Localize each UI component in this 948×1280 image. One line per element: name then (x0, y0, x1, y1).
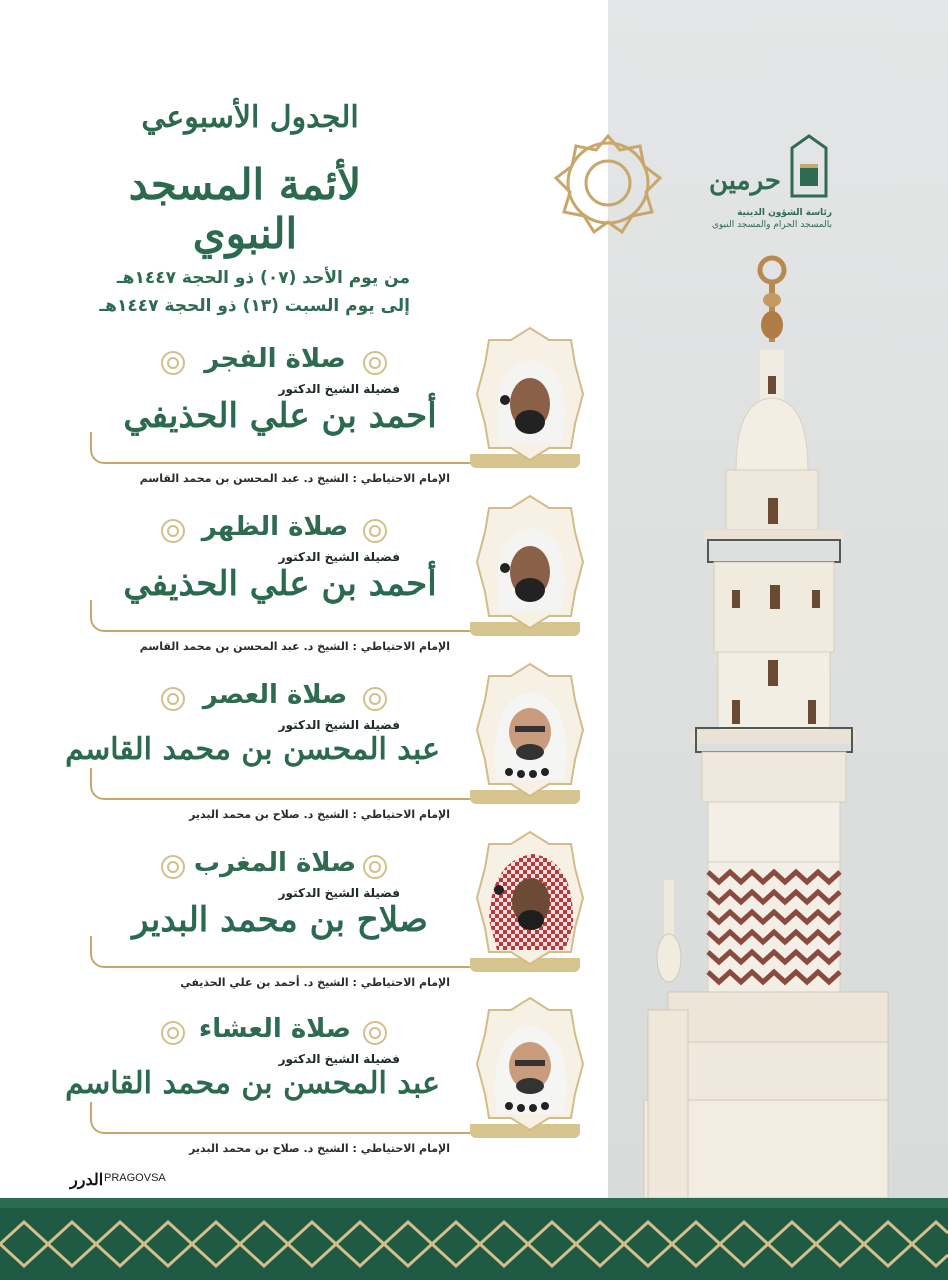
imam-honorific: فضيلة الشيخ الدكتور (278, 550, 400, 564)
row-frame (90, 432, 472, 464)
logo-name: حرمين (709, 166, 781, 196)
ornament-icon (362, 1020, 388, 1046)
backup-imam: الإمام الاحتياطي : الشيخ د. عبد المحسن بن محمد القاسم (139, 640, 450, 653)
imam-honorific: فضيلة الشيخ الدكتور (278, 1052, 400, 1066)
prayer-row-dhuhr (80, 512, 600, 672)
page-title-line2: لأئمة المسجد النبوي (128, 160, 362, 258)
prayer-row-fajr (80, 344, 600, 504)
imam-name: صلاح بن محمد البدير (132, 900, 428, 940)
imam-name: عبد المحسن بن محمد القاسم (65, 1066, 440, 1101)
imam-honorific: فضيلة الشيخ الدكتور (278, 718, 400, 732)
logo-emblem-icon (786, 134, 832, 204)
imam-honorific: فضيلة الشيخ الدكتور (278, 886, 400, 900)
imam-name: عبد المحسن بن محمد القاسم (65, 732, 440, 767)
row-frame (90, 768, 472, 800)
imam-portrait (475, 996, 585, 1132)
prayer-name: صلاة المغرب (193, 848, 357, 878)
logo-subtitle-primary: رئاسة الشؤون الدينية (737, 208, 832, 218)
imam-portrait (475, 662, 585, 798)
watermark-logo: الدرر (70, 1170, 104, 1189)
row-frame (90, 936, 472, 968)
row-frame (90, 1102, 472, 1134)
imam-portrait (475, 494, 585, 630)
prayer-name: صلاة العشاء (198, 1014, 352, 1044)
prayer-row-isha (65, 1014, 600, 1174)
date-range-from: من يوم الأحد (٠٧) ذو الحجة ١٤٤٧هـ (116, 268, 410, 288)
footer-ornament-band (0, 1198, 948, 1280)
prayer-row-asr (65, 680, 600, 840)
backup-imam: الإمام الاحتياطي : الشيخ د. صلاح بن محمد البدير (189, 1142, 450, 1155)
islamic-star-rosette-icon (548, 128, 668, 238)
row-frame (90, 600, 472, 632)
imam-honorific: فضيلة الشيخ الدكتور (278, 382, 400, 396)
page-title-line1: الجدول الأسبوعي (141, 100, 359, 135)
backup-imam: الإمام الاحتياطي : الشيخ د. صلاح بن محمد البدير (189, 808, 450, 821)
imam-name: أحمد بن علي الحذيفي (123, 564, 437, 604)
imam-name: أحمد بن علي الحذيفي (123, 396, 437, 436)
prayer-row-maghrib (80, 848, 600, 1008)
imam-portrait (475, 326, 585, 462)
ornament-icon (362, 518, 388, 544)
imam-portrait (475, 830, 585, 966)
watermark-handle: PRAGOVSA (104, 1172, 166, 1184)
prayer-name: صلاة العصر (202, 680, 348, 710)
ornament-icon (362, 686, 388, 712)
ornament-icon (362, 854, 388, 880)
haramain-logo (700, 130, 840, 230)
backup-imam: الإمام الاحتياطي : الشيخ د. عبد المحسن بن محمد القاسم (139, 472, 450, 485)
prayer-name: صلاة الظهر (201, 512, 349, 542)
date-range-to: إلى يوم السبت (١٣) ذو الحجة ١٤٤٧هـ (99, 296, 410, 316)
logo-subtitle-secondary: بالمسجد الحرام والمسجد النبوي (711, 220, 832, 230)
prayer-name: صلاة الفجر (204, 344, 346, 374)
backup-imam: الإمام الاحتياطي : الشيخ د. أحمد بن علي الحذيفي (180, 976, 450, 989)
ornament-icon (362, 350, 388, 376)
